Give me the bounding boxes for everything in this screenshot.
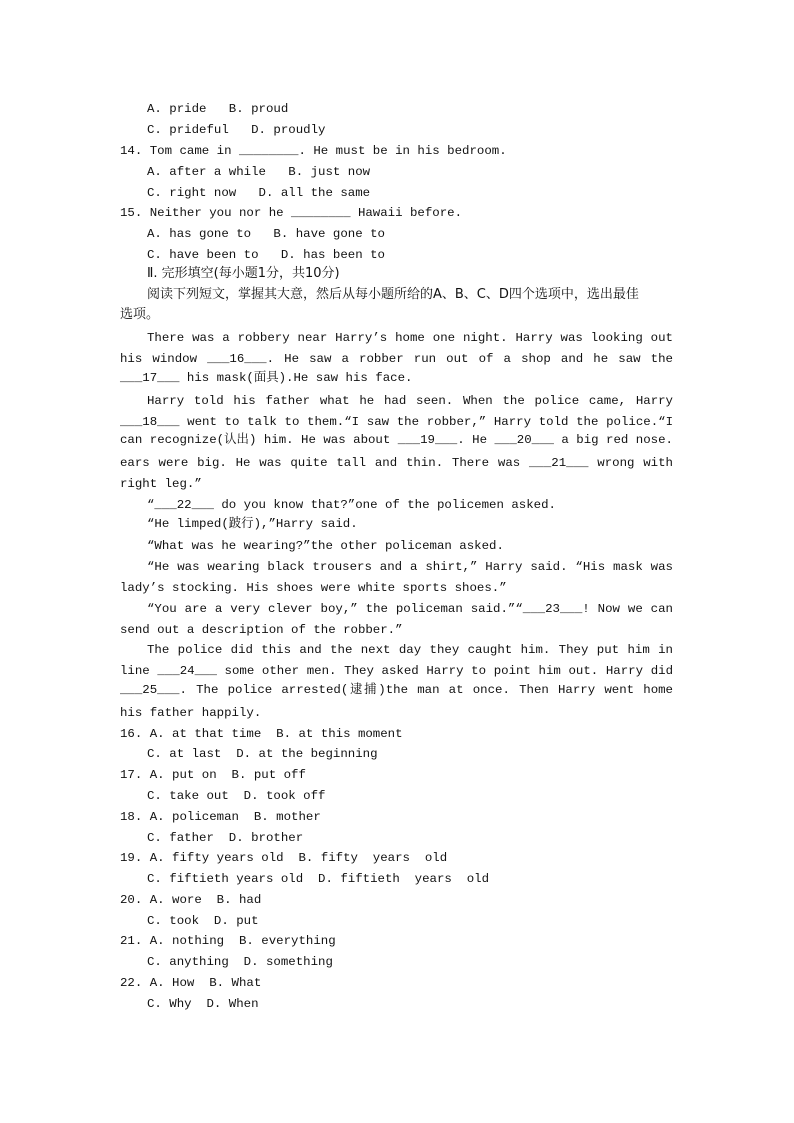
passage-line: “He was wearing black trousers and a shirt,” Harry said. “His mask was bbox=[147, 560, 673, 574]
q20-options-ab: 20. A. wore B. had bbox=[120, 893, 262, 907]
passage-line: his window ___16___. He saw a robber run out of a shop and he saw the bbox=[120, 352, 673, 366]
q16-options-ab: 16. A. at that time B. at this moment bbox=[120, 727, 403, 741]
q22-options-ab: 22. A. How B. What bbox=[120, 976, 262, 990]
q22-options-cd: C. Why D. When bbox=[147, 997, 259, 1011]
q14-stem: 14. Tom came in ________. He must be in his bedroom. bbox=[120, 144, 507, 158]
passage-line: ___17___ his mask(面具).He saw his face. bbox=[120, 371, 413, 385]
q14-options-cd: C. right now D. all the same bbox=[147, 186, 371, 200]
passage-line: “What was he wearing?”the other policeman asked. bbox=[147, 539, 504, 553]
passage-line: The police did this and the next day they caught him. They put him in bbox=[147, 643, 673, 657]
q14-options-ab: A. after a while B. just now bbox=[147, 165, 371, 179]
q17-options-cd: C. take out D. took off bbox=[147, 789, 326, 803]
q18-options-ab: 18. A. policeman B. mother bbox=[120, 810, 321, 824]
passage-line: right leg.” bbox=[120, 477, 202, 491]
passage-line: ears were big. He was quite tall and thin. There was ___21___ wrong with bbox=[120, 456, 673, 470]
passage-line: line ___24___ some other men. They asked Harry to point him out. Harry did bbox=[120, 664, 673, 678]
passage-line: lady’s stocking. His shoes were white sports shoes.” bbox=[120, 581, 507, 595]
passage-line: send out a description of the robber.” bbox=[120, 623, 403, 637]
q19-options-cd: C. fiftieth years old D. fiftieth years old bbox=[147, 872, 490, 886]
section-instruction-line-1: 阅读下列短文，掌握其大意，然后从每小题所给的A、B、C、D四个选项中，选出最佳 bbox=[147, 287, 639, 302]
passage-line: Harry told his father what he had seen. When the police came, Harry bbox=[147, 394, 673, 408]
passage-line: There was a robbery near Harry’s home one night. Harry was looking out bbox=[147, 331, 673, 345]
passage-line: can recognize(认出) him. He was about ___19___. He ___20___ a big red nose. bbox=[120, 433, 673, 447]
q15-stem: 15. Neither you nor he ________ Hawaii before. bbox=[120, 206, 463, 220]
q17-options-ab: 17. A. put on B. put off bbox=[120, 768, 306, 782]
q13-options-cd: C. prideful D. proudly bbox=[147, 123, 326, 137]
q21-options-ab: 21. A. nothing B. everything bbox=[120, 934, 336, 948]
passage-line: his father happily. bbox=[120, 706, 262, 720]
passage-line: “___22___ do you know that?”one of the policemen asked. bbox=[147, 498, 556, 512]
q15-options-cd: C. have been to D. has been to bbox=[147, 248, 385, 262]
passage-line: “He limped(跛行),”Harry said. bbox=[147, 517, 358, 531]
q16-options-cd: C. at last D. at the beginning bbox=[147, 747, 378, 761]
passage-line: ___18___ went to talk to them.“I saw the robber,” Harry told the police.“I bbox=[120, 415, 673, 429]
q18-options-cd: C. father D. brother bbox=[147, 831, 304, 845]
q19-options-ab: 19. A. fifty years old B. fifty years old bbox=[120, 851, 448, 865]
section-title: Ⅱ. 完形填空(每小题1分，共10分) bbox=[147, 266, 340, 281]
passage-line: “You are a very clever boy,” the policeman said.”“___23___! Now we can bbox=[147, 602, 673, 616]
section-instruction-line-2: 选项。 bbox=[120, 307, 160, 322]
q13-options-ab: A. pride B. proud bbox=[147, 102, 289, 116]
passage-line: ___25___. The police arrested(逮捕)the man at once. Then Harry went home bbox=[120, 683, 673, 697]
q21-options-cd: C. anything D. something bbox=[147, 955, 333, 969]
q20-options-cd: C. took D. put bbox=[147, 914, 259, 928]
q15-options-ab: A. has gone to B. have gone to bbox=[147, 227, 385, 241]
